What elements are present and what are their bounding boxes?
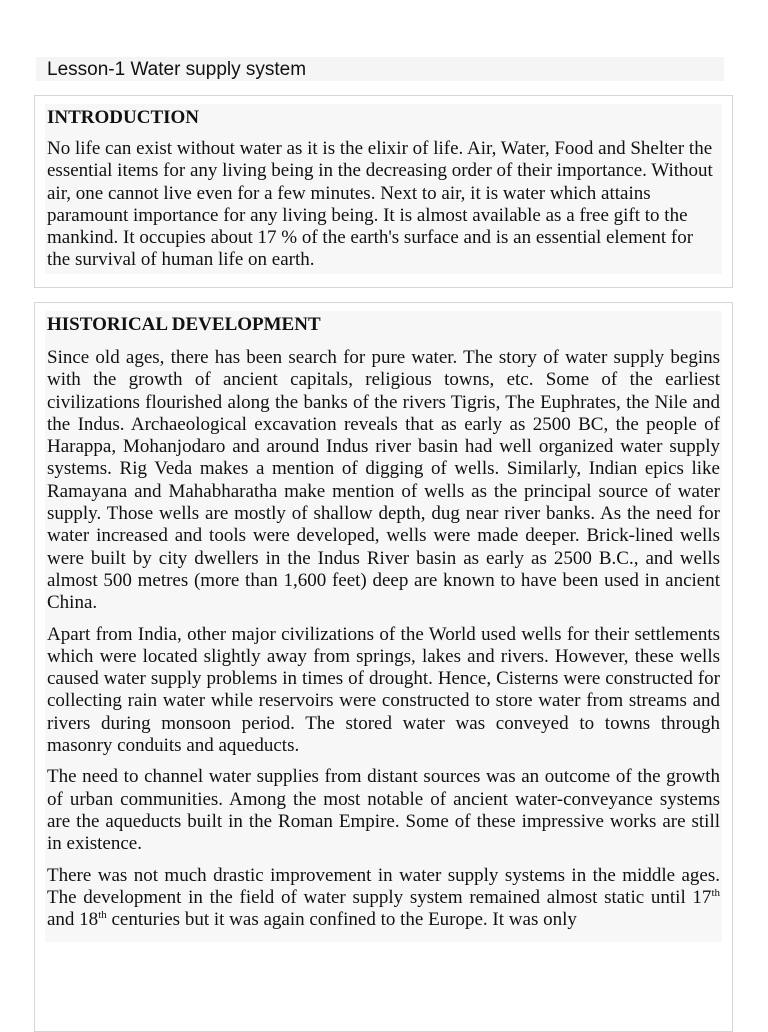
lesson-title: Lesson-1 Water supply system <box>47 59 307 80</box>
history-p4-part3: centuries but it was again confined to the Europe. It was only <box>106 909 577 931</box>
history-paragraph-1: Since old ages, there has been search for pure water. The story of water supply begins with the growth of ancient capitals, religious towns, etc. Some of the earliest civilizations flourished along the banks of the rivers Tigris, The Euphrates, the Nile and the Indus. Archaeological excavation reveals that as early as 2500 BC, the people of Harappa, Mohanjodaro and around Indus river basin had well organized water supply systems. Rig Veda makes a mention of digging of wells. Similarly, Indian epics like Ramayana and Mahabharatha make mention of wells as the principal source of water supply. Those wells are mostly of shallow depth, dug near river banks. As the need for water increased and tools were developed, wells were made deeper. Brick-lined wells were built by city dwellers in the Indus River basin as early as 2500 B.C., and wells almost 500 metres (more than 1,600 feet) deep are known to have been used in ancient China. <box>47 347 720 614</box>
history-p4-part1: There was not much drastic improvement in water supply systems in the middle ages. The development in the field of water supply system remained almost static until 17 <box>47 864 720 908</box>
history-paragraph-4 <box>47 865 720 932</box>
introduction-heading: INTRODUCTION <box>47 107 200 128</box>
history-p4-sup2: th <box>98 909 107 922</box>
introduction-paragraph: No life can exist without water as it is the elixir of life. Air, Water, Food and Shelter the essential items for any living being in the decreasing order of their importance. Without air, one cannot live even for a few minutes. Next to air, it is water which attains paramount importance for any living being. It is almost available as a free gift to the mankind. It occupies about 17 % of the earth's surface and is an essential element for the survival of human life on earth. <box>47 138 713 271</box>
history-paragraph-3: The need to channel water supplies from distant sources was an outcome of the growth of urban communities. Among the most notable of ancient water-conveyance systems are the aqueducts built in the Roman Empire. Some of these impressive works are still in existence. <box>47 766 720 855</box>
introduction-section <box>34 95 733 288</box>
historical-development-section <box>34 302 733 1032</box>
introduction-content <box>45 104 722 274</box>
history-paragraph-2: Apart from India, other major civilizations of the World used wells for their settlements which were located slightly away from springs, lakes and rivers. However, these wells caused water supply problems in times of drought. Hence, Cisterns were constructed for collecting rain water while reservoirs were constructed to store water from streams and rivers during monsoon period. The stored water was conveyed to towns through masonry conduits and aqueducts. <box>47 623 720 757</box>
history-p4-sup1: th <box>711 886 720 899</box>
historical-development-heading: HISTORICAL DEVELOPMENT <box>47 314 321 335</box>
historical-development-content <box>45 311 722 942</box>
history-p4-part2: and 18 <box>47 909 99 931</box>
